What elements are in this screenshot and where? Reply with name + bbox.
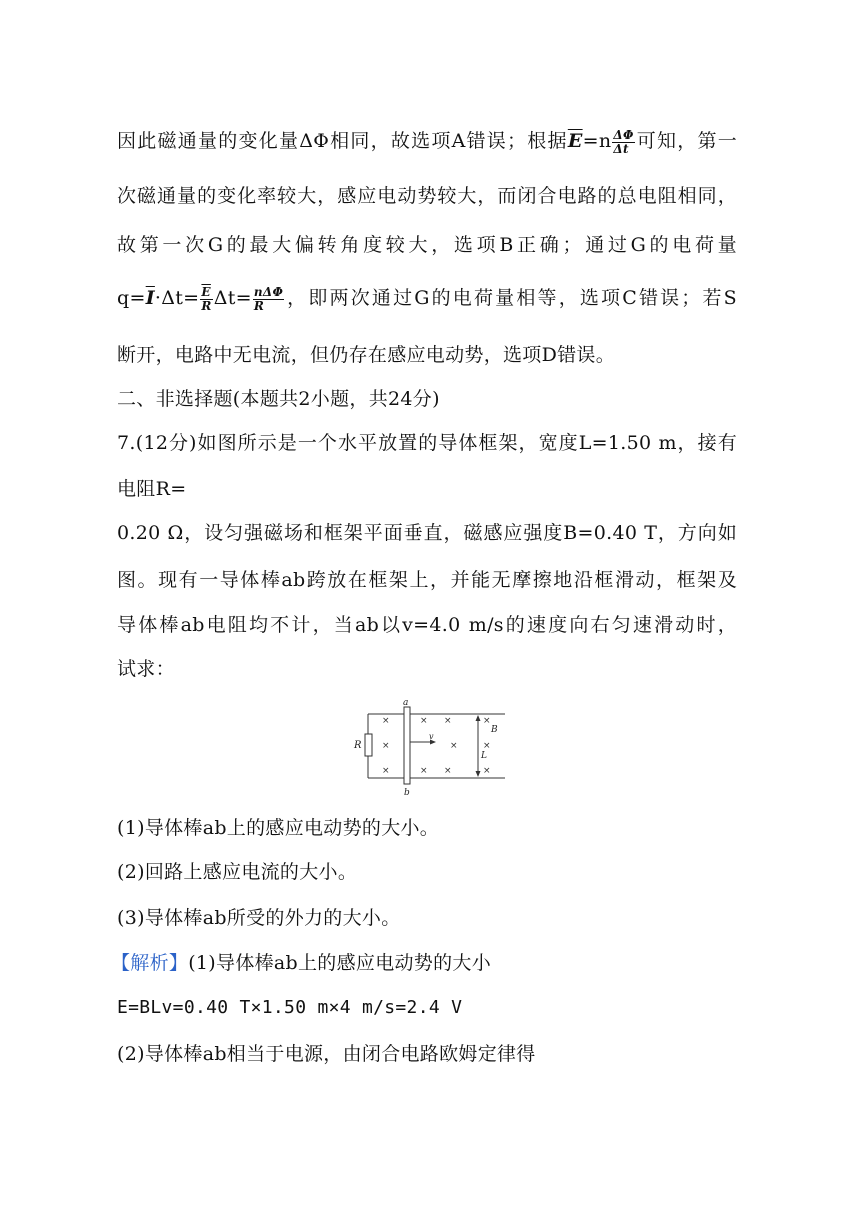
label-L: L xyxy=(481,751,487,761)
text-segment: =n xyxy=(582,130,612,152)
text-segment: 因此磁通量的变化量ΔΦ相同，故选项A错误；根据 xyxy=(117,130,568,152)
answer-equation: E=BLv=0.40 T×1.50 m×4 m/s=2.4 V xyxy=(117,997,463,1018)
field-cross: × xyxy=(382,741,390,751)
section-heading: 二、非选择题(本题共2小题，共24分) xyxy=(117,388,440,410)
question-7-line-6: 试求： xyxy=(117,658,175,680)
label-R: R xyxy=(354,740,362,751)
dimension-arrowhead-bottom xyxy=(476,771,481,777)
text-line-4 xyxy=(117,285,737,313)
sub-question-2: (2)回路上感应电流的大小。 xyxy=(117,861,358,883)
field-cross: × xyxy=(382,766,390,776)
circuit-figure xyxy=(350,696,510,800)
fraction-e-r: $\frac{\overline{E}}{R}$ xyxy=(201,284,212,313)
sub-question-1: (1)导体棒ab上的感应电动势的大小。 xyxy=(117,817,440,839)
answer-tag: 【解析】 xyxy=(111,952,189,974)
field-cross: × xyxy=(382,716,390,726)
text-line-2: 次磁通量的变化率较大，感应电动势较大，而闭合电路的总电阻相同， xyxy=(117,185,737,207)
text-line-3: 故第一次G的最大偏转角度较大，选项B正确；通过G的电荷量 xyxy=(117,234,737,256)
dimension-arrowhead-top xyxy=(476,715,481,721)
text-segment: ·Δt= xyxy=(154,287,200,309)
text-segment: ，即两次通过G的电荷量相等，选项C错误；若S xyxy=(285,287,737,309)
conductor-rod-ab xyxy=(404,707,410,784)
answer-line-3: (2)导体棒ab相当于电源，由闭合电路欧姆定律得 xyxy=(117,1043,536,1065)
label-a: a xyxy=(403,698,409,708)
field-cross: × xyxy=(420,716,428,726)
field-cross: × xyxy=(444,716,452,726)
text-segment: Δt= xyxy=(213,287,252,309)
emf-average-symbol: $\overline{E}$ xyxy=(567,130,583,152)
current-average-symbol: $\overline{I}$ xyxy=(145,287,155,309)
question-7-line-1: 7.(12分)如图所示是一个水平放置的导体框架，宽度L=1.50 m，接有 xyxy=(117,432,737,454)
question-7-line-2: 电阻R= xyxy=(117,478,187,500)
question-7-line-4: 图。现有一导体棒ab跨放在框架上，并能无摩擦地沿框滑动，框架及 xyxy=(117,569,737,591)
field-cross: × xyxy=(483,741,491,751)
resistor xyxy=(365,734,372,756)
question-7-line-5: 导体棒ab电阻均不计，当ab以v=4.0 m/s的速度向右匀速滑动时， xyxy=(117,614,737,636)
fraction-dphi-dt: $\frac{\Delta\Phi}{\Delta t}$ xyxy=(613,127,634,156)
field-cross: × xyxy=(444,766,452,776)
field-cross: × xyxy=(483,716,491,726)
text-segment: (1)导体棒ab上的感应电动势的大小 xyxy=(188,952,492,974)
field-cross: × xyxy=(450,741,458,751)
label-b: b xyxy=(404,788,410,798)
fraction-ndphi-r: $\frac{\text{nΔΦ}}{R}$ xyxy=(253,284,284,313)
field-cross: × xyxy=(483,766,491,776)
answer-line-1 xyxy=(111,950,491,976)
text-segment: 可知，第一 xyxy=(635,130,737,152)
question-7-line-3: 0.20 Ω，设匀强磁场和框架平面垂直，磁感应强度B=0.40 T，方向如 xyxy=(117,522,737,544)
text-segment: q= xyxy=(117,287,146,309)
label-B: B xyxy=(491,725,498,735)
text-line-1 xyxy=(117,128,737,156)
sub-question-3: (3)导体棒ab所受的外力的大小。 xyxy=(117,907,401,929)
text-line-5: 断开，电路中无电流，但仍存在感应电动势，选项D错误。 xyxy=(117,344,616,366)
label-v: v xyxy=(429,732,434,741)
field-cross: × xyxy=(420,766,428,776)
